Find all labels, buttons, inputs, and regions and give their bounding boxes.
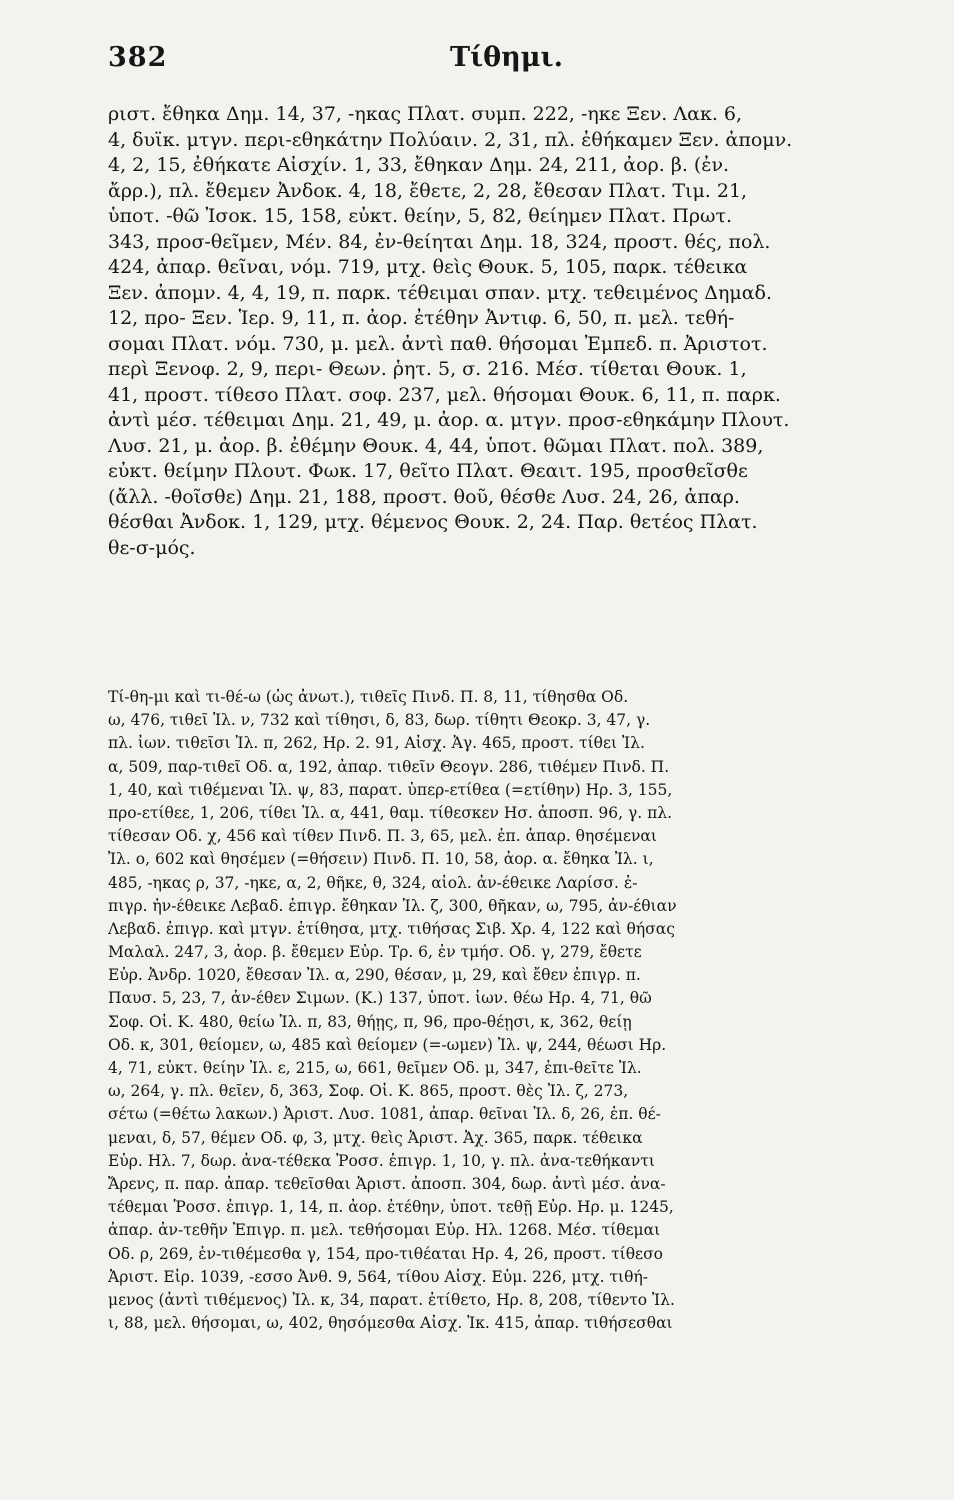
text-line: Οδ. ρ, 269, ἐν-τιθέμεσθα γ, 154, προ-τιθέαται Ηρ. 4, 26, προστ. τίθεσο bbox=[108, 1244, 663, 1263]
text-line: Ἀριστ. Εἰρ. 1039, -εσσο Ἀνθ. 9, 564, τίθου Αἰσχ. Εὐμ. 226, μτχ. τιθή- bbox=[108, 1267, 648, 1286]
text-line: Λεβαδ. ἐπιγρ. καὶ μτγν. ἐτίθησα, μτχ. τιθήσας Σιβ. Χρ. 4, 122 καὶ θήσας bbox=[108, 919, 675, 938]
text-line: Εὐρ. Ἀνδρ. 1020, ἔθεσαν Ἰλ. α, 290, θέσαν, μ, 29, καὶ ἔθεν ἐπιγρ. π. bbox=[108, 966, 641, 985]
text-line: Παυσ. 5, 23, 7, ἀν-έθεν Σιμων. (Κ.) 137, ὑποτ. ἰων. θέω Ηρ. 4, 71, θῶ bbox=[108, 989, 652, 1008]
text-line: μεναι, δ, 57, θέμεν Οδ. φ, 3, μτχ. θεὶς Ἀριστ. Ἀχ. 365, παρκ. τέθεικα bbox=[108, 1128, 643, 1147]
text-line: εὐκτ. θείμην Πλουτ. Φωκ. 17, θεῖτο Πλατ. Θεαιτ. 195, προσθεῖσθε bbox=[108, 460, 748, 482]
text-line: 4, 71, εὐκτ. θείην Ἰλ. ε, 215, ω, 661, θεῖμεν Οδ. μ, 347, ἐπι-θεῖτε Ἰλ. bbox=[108, 1059, 642, 1077]
text-line: τίθεσαν Οδ. χ, 456 καὶ τίθεν Πινδ. Π. 3, 65, μελ. ἐπ. ἀπαρ. θησέμεναι bbox=[108, 827, 657, 846]
text-line: 12, προ- Ξεν. Ἱερ. 9, 11, π. ἀορ. ἐτέθην Ἀντιφ. 6, 50, π. μελ. τεθή- bbox=[108, 307, 735, 329]
text-line: Οδ. κ, 301, θείομεν, ω, 485 καὶ θείομεν (=-ωμεν) Ἰλ. ψ, 244, θέωσι Ηρ. bbox=[108, 1035, 667, 1054]
text-line: Λυσ. 21, μ. ἀορ. β. ἐθέμην Θουκ. 4, 44, ὑποτ. θῶμαι Πλατ. πολ. 389, bbox=[108, 434, 764, 457]
text-line: μενος (ἀντὶ τιθέμενος) Ἰλ. κ, 34, παρατ. ἐτίθετο, Ηρ. 8, 208, τίθεντο Ἰλ. bbox=[108, 1290, 675, 1309]
text-line: ι, 88, μελ. θήσομαι, ω, 402, θησόμεσθα Αἰσχ. Ἱκ. 415, ἀπαρ. τιθήσεσθαι bbox=[108, 1314, 673, 1333]
text-line: Εὐρ. Ηλ. 7, δωρ. ἀνα-τέθεκα Ῥοσσ. ἐπιγρ. 1, 10, γ. πλ. ἀνα-τεθήκαντι bbox=[108, 1151, 655, 1170]
text-line: σέτω (=θέτω λακων.) Ἀριστ. Λυσ. 1081, ἀπαρ. θεῖναι Ἰλ. δ, 26, ἐπ. θέ- bbox=[108, 1105, 661, 1124]
text-line: 343, προσ-θεῖμεν, Μέν. 84, ἐν-θείηται Δημ. 18, 324, προστ. θές, πολ. bbox=[108, 230, 771, 253]
text-line: ριστ. ἔθηκα Δημ. 14, 37, -ηκας Πλατ. συμπ. 222, -ηκε Ξεν. Λακ. 6, bbox=[108, 103, 743, 125]
text-line: ὑποτ. -θῶ Ἰσοκ. 15, 158, εὐκτ. θείην, 5, 82, θείημεν Πλατ. Πρωτ. bbox=[108, 205, 733, 227]
text-line: (ἄλλ. -θοῖσθε) Δημ. 21, 188, προστ. θοῦ, θέσθε Λυσ. 24, 26, ἀπαρ. bbox=[108, 485, 740, 508]
text-line: Σοφ. Οἰ. Κ. 480, θείω Ἰλ. π, 83, θήῃς, π, 96, προ-θέῃσι, κ, 362, θείῃ bbox=[108, 1012, 632, 1031]
text-line: ω, 264, γ. πλ. θεῖεν, δ, 363, Σοφ. Οἰ. Κ. 865, προστ. θὲς Ἰλ. ζ, 273, bbox=[108, 1082, 629, 1101]
text-line: θέσθαι Ἀνδοκ. 1, 129, μτχ. θέμενος Θουκ. 2, 24. Παρ. θετέος Πλατ. bbox=[108, 511, 758, 533]
text-line: προ-ετίθεε, 1, 206, τίθει Ἰλ. α, 441, θαμ. τίθεσκεν Ησ. ἀποσπ. 96, γ. πλ. bbox=[108, 803, 673, 822]
dialect-forms-text bbox=[108, 686, 906, 1335]
text-line: ἀντὶ μέσ. τέθειμαι Δημ. 21, 49, μ. ἀορ. α. μτγν. προσ-εθηκάμην Πλουτ. bbox=[108, 409, 790, 431]
page-header bbox=[0, 40, 954, 80]
text-line: σομαι Πλατ. νόμ. 730, μ. μελ. ἀντὶ παθ. θήσομαι Ἐμπεδ. π. Ἀριστοτ. bbox=[108, 332, 768, 355]
text-line: 1, 40, καὶ τιθέμεναι Ἰλ. ψ, 83, παρατ. ὑπερ-ετίθεα (=ετίθην) Ηρ. 3, 155, bbox=[108, 780, 673, 799]
text-line: ἄρρ.), πλ. ἔθεμεν Ἀνδοκ. 4, 18, ἔθετε, 2, 28, ἔθεσαν Πλατ. Τιμ. 21, bbox=[108, 179, 748, 202]
text-line: Μαλαλ. 247, 3, ἀορ. β. ἔθεμεν Εὐρ. Τρ. 6, ἐν τμήσ. Οδ. γ, 279, ἔθετε bbox=[108, 943, 642, 962]
text-line: 424, ἀπαρ. θεῖναι, νόμ. 719, μτχ. θεὶς Θουκ. 5, 105, παρκ. τέθεικα bbox=[108, 256, 748, 278]
text-line: Τί-θη-μι καὶ τι-θέ-ω (ὡς ἀνωτ.), τιθεῖς Πινδ. Π. 8, 11, τίθησθα Οδ. bbox=[108, 688, 629, 706]
text-line: ω, 476, τιθεῖ Ἰλ. ν, 732 καὶ τίθησι, δ, 83, δωρ. τίθητι Θεοκρ. 3, 47, γ. bbox=[108, 711, 651, 730]
text-line: 485, -ηκας ρ, 37, -ηκε, α, 2, θῆκε, θ, 324, αἰολ. ἀν-έθεικε Λαρίσσ. ἐ- bbox=[108, 873, 638, 892]
text-line: ἀπαρ. ἀν-τεθῆν Ἐπιγρ. π. μελ. τεθήσομαι Εὐρ. Ηλ. 1268. Μέσ. τίθεμαι bbox=[108, 1221, 661, 1240]
page-number: 382 bbox=[108, 42, 168, 73]
text-line: α, 509, παρ-τιθεῖ Οδ. α, 192, ἀπαρ. τιθεῖν Θεογν. 286, τιθέμεν Πινδ. Π. bbox=[108, 757, 670, 776]
text-line: 41, προστ. τίθεσο Πλατ. σοφ. 237, μελ. θήσομαι Θουκ. 6, 11, π. παρκ. bbox=[108, 383, 781, 406]
text-line: Ἰλ. ο, 602 καὶ θησέμεν (=θήσειν) Πινδ. Π. 10, 58, ἀορ. α. ἔθηκα Ἰλ. ι, bbox=[108, 850, 654, 869]
text-line: τέθεμαι Ῥοσσ. ἐπιγρ. 1, 14, π. ἀορ. ἐτέθην, ὑποτ. τεθῇ Εὐρ. Ηρ. μ. 1245, bbox=[108, 1198, 674, 1217]
main-entry-text bbox=[108, 102, 906, 561]
text-line: πιγρ. ἠν-έθεικε Λεβαδ. ἐπιγρ. ἔθηκαν Ἰλ. ζ, 300, θῆκαν, ω, 795, ἀν-έθιαν bbox=[108, 896, 677, 915]
page-heading: Τίθημι. bbox=[450, 42, 564, 73]
text-line: περὶ Ξενοφ. 2, 9, περι- Θεων. ῥητ. 5, σ. 216. Μέσ. τίθεται Θουκ. 1, bbox=[108, 358, 747, 380]
text-line: θε-σ-μός. bbox=[108, 536, 196, 559]
text-line: Ἄρενς, π. παρ. ἀπαρ. τεθεῖσθαι Ἀριστ. ἀποσπ. 304, δωρ. ἀντὶ μέσ. ἀνα- bbox=[108, 1174, 666, 1193]
text-line: πλ. ἰων. τιθεῖσι Ἰλ. π, 262, Ηρ. 2. 91, Αἰσχ. Ἀγ. 465, προστ. τίθει Ἰλ. bbox=[108, 734, 645, 753]
text-line: 4, 2, 15, ἐθήκατε Αἰσχίν. 1, 33, ἔθηκαν Δημ. 24, 211, ἀορ. β. (ἐν. bbox=[108, 154, 730, 176]
text-line: Ξεν. ἀπομν. 4, 4, 19, π. παρκ. τέθειμαι σπαν. μτχ. τεθειμένος Δημαδ. bbox=[108, 281, 773, 304]
text-line: 4, δυϊκ. μτγν. περι-εθηκάτην Πολύαιν. 2, 31, πλ. ἐθήκαμεν Ξεν. ἀπομν. bbox=[108, 128, 793, 151]
